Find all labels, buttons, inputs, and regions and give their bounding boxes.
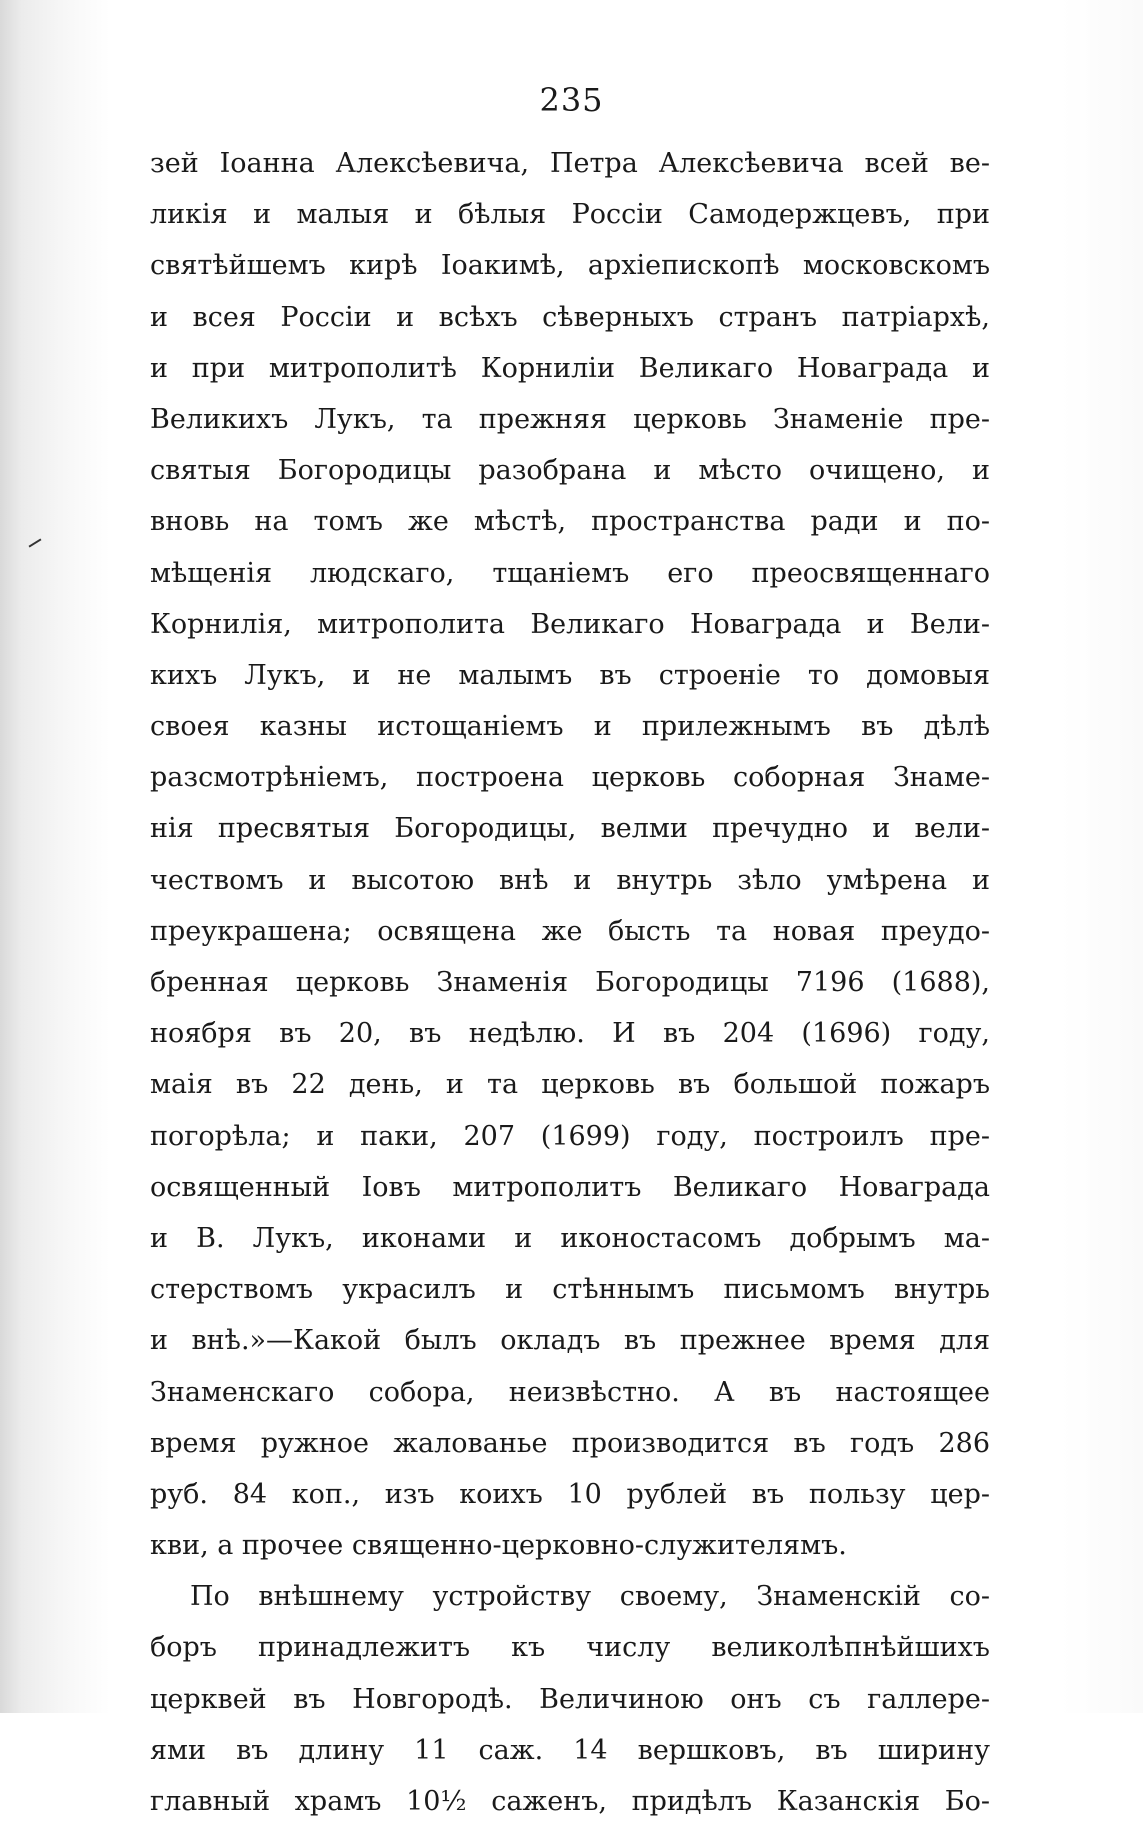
text-line: кихъ Лукъ, и не малымъ въ строеніе то домовыя bbox=[150, 659, 990, 691]
text-line: вновь на томъ же мѣстѣ, пространства ради и по- bbox=[150, 506, 990, 538]
text-line: преукрашена; освящена же бысть та новая преудо- bbox=[150, 915, 990, 947]
text-line: ноября въ 20, въ недѣлю. И въ 204 (1696) году, bbox=[150, 1018, 990, 1050]
margin-mark bbox=[29, 538, 42, 547]
text-line: и внѣ.»—Какой былъ окладъ въ прежнее время для bbox=[150, 1325, 990, 1357]
text-line: святѣйшемъ кирѣ Іоакимѣ, архіепископѣ московскомъ bbox=[150, 250, 990, 282]
text-line: стерствомъ украсилъ и стѣннымъ письмомъ внутрь bbox=[150, 1274, 990, 1306]
text-line: мѣщенія людскаго, тщаніемъ его преосвященнаго bbox=[150, 557, 990, 589]
text-line: церквей въ Новгородѣ. Величиною онъ съ галлере- bbox=[150, 1683, 990, 1715]
text-line: По внѣшнему устройству своему, Знаменскій со- bbox=[190, 1581, 990, 1613]
text-line: чествомъ и высотою внѣ и внутрь зѣло умѣрена и bbox=[150, 864, 990, 896]
text-line: и всея Россіи и всѣхъ сѣверныхъ странъ патріархѣ, bbox=[150, 301, 990, 333]
text-line: нія пресвятыя Богородицы, велми пречудно и вели- bbox=[150, 813, 990, 845]
body-text bbox=[150, 138, 990, 1827]
text-line: Знаменскаго собора, неизвѣстно. А въ настоящее bbox=[150, 1376, 990, 1408]
text-line: и при митрополитѣ Корниліи Великаго Новаграда и bbox=[150, 352, 990, 384]
text-line: бренная церковь Знаменія Богородицы 7196 (1688), bbox=[150, 967, 990, 998]
text-line: ликія и малыя и бѣлыя Россіи Самодержцевъ, при bbox=[150, 199, 990, 231]
text-line: освященный Іовъ митрополитъ Великаго Новаграда bbox=[150, 1171, 990, 1203]
text-line: руб. 84 коп., изъ коихъ 10 рублей въ пользу цер- bbox=[150, 1478, 990, 1510]
text-line: ями въ длину 11 саж. 14 вершковъ, въ ширину bbox=[150, 1734, 990, 1766]
text-line: маія въ 22 день, и та церковь въ большой пожаръ bbox=[150, 1069, 990, 1101]
text-line: зей Іоанна Алексѣевича, Петра Алексѣевича всей ве- bbox=[150, 148, 990, 179]
text-line: своея казны истощаніемъ и прилежнымъ въ дѣлѣ bbox=[150, 711, 990, 743]
text-line: боръ принадлежитъ къ числу великолѣпнѣйшихъ bbox=[150, 1632, 990, 1664]
text-line: Корнилія, митрополита Великаго Новаграда и Вели- bbox=[150, 608, 990, 640]
page-number: 235 bbox=[539, 81, 604, 119]
text-line: кви, а прочее священно-церковно-служителямъ. bbox=[150, 1530, 847, 1562]
text-line: время ружное жалованье производится въ годъ 286 bbox=[150, 1427, 990, 1459]
text-line: святыя Богородицы разобрана и мѣсто очищено, и bbox=[150, 455, 990, 487]
text-line: и В. Лукъ, иконами и иконостасомъ добрымъ ма- bbox=[150, 1222, 990, 1254]
text-line: погорѣла; и паки, 207 (1699) году, построилъ пре- bbox=[150, 1120, 990, 1152]
text-line: Великихъ Лукъ, та прежняя церковь Знаменіе пре- bbox=[150, 403, 990, 435]
text-line: главный храмъ 10½ саженъ, придѣлъ Казанскія Бо- bbox=[150, 1786, 990, 1817]
text-line: разсмотрѣніемъ, построена церковь соборная Знаме- bbox=[150, 762, 990, 794]
